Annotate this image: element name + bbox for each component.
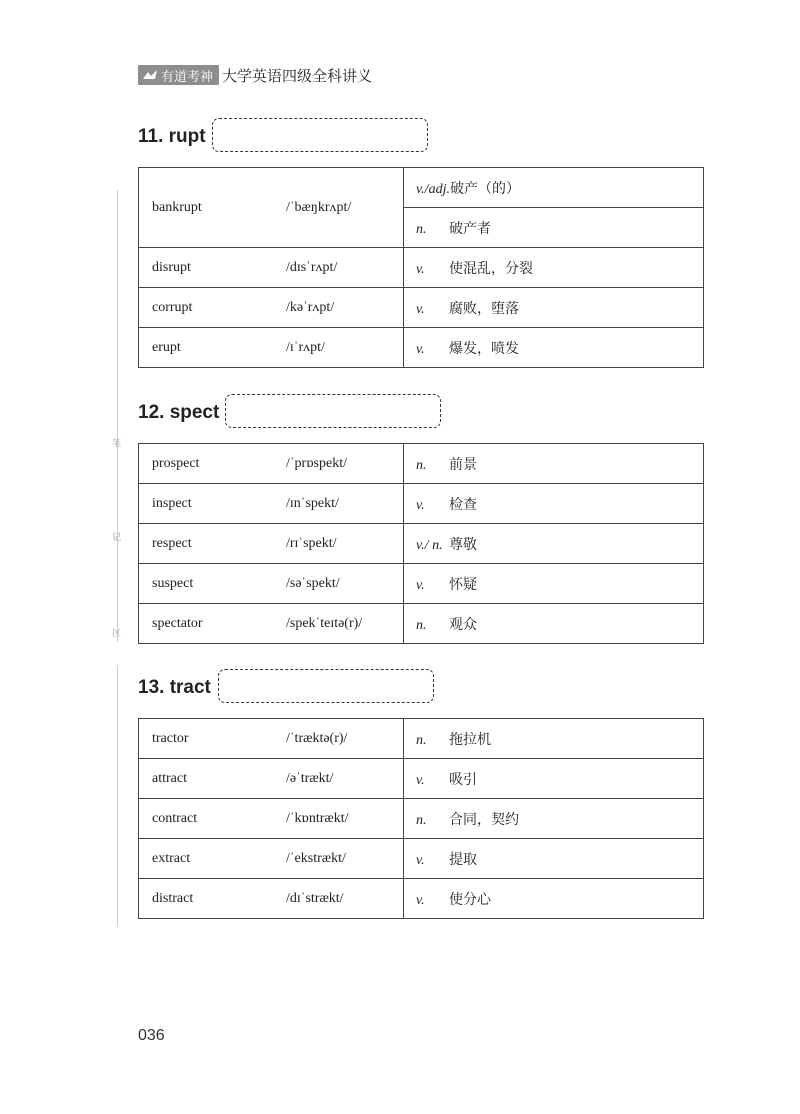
table-row	[139, 484, 704, 524]
part-of-speech: v.	[416, 301, 425, 317]
part-of-speech: v./ n.	[416, 537, 443, 553]
part-of-speech: v.	[416, 577, 425, 593]
word: disrupt	[152, 259, 191, 275]
pronunciation: /dɪˈstrækt/	[286, 890, 344, 906]
part-of-speech: n.	[416, 457, 427, 473]
definition-cell	[404, 328, 704, 368]
answer-blank-box[interactable]	[218, 669, 434, 703]
table-row	[139, 248, 704, 288]
pronunciation: /spekˈteɪtə(r)/	[286, 615, 363, 631]
definition-cell	[404, 524, 704, 564]
margin-label-note: 笔	[112, 439, 122, 449]
part-of-speech: v.	[416, 341, 425, 357]
meaning: 提取	[449, 851, 477, 868]
definition-cell	[404, 564, 704, 604]
answer-blank-box[interactable]	[225, 394, 441, 428]
page-number: 036	[138, 1027, 165, 1044]
brand-logo	[138, 65, 219, 85]
section-title-tract: 13. tract	[138, 677, 211, 698]
definition-cell	[404, 604, 704, 644]
part-of-speech: v.	[416, 852, 425, 868]
word: suspect	[152, 575, 194, 591]
word-cell	[139, 444, 404, 484]
pronunciation: /səˈspekt/	[286, 575, 340, 591]
definition-cell	[404, 839, 704, 879]
word: inspect	[152, 495, 192, 511]
pronunciation: /ˈkɒntrækt/	[286, 810, 349, 826]
word-cell	[139, 879, 404, 919]
meaning: 检查	[449, 496, 477, 513]
word: corrupt	[152, 299, 193, 315]
definition-cell	[404, 719, 704, 759]
meaning: 前景	[449, 456, 477, 473]
table-row	[139, 839, 704, 879]
table-row	[139, 328, 704, 368]
word: erupt	[152, 339, 181, 355]
meaning: 使分心	[449, 891, 491, 908]
definition-cell	[404, 248, 704, 288]
vocab-table-tract	[138, 718, 704, 919]
pronunciation: /əˈtrækt/	[286, 770, 334, 786]
table-row	[139, 604, 704, 644]
word: contract	[152, 810, 198, 826]
word-cell	[139, 328, 404, 368]
pronunciation: /ɪnˈspekt/	[286, 495, 339, 511]
margin-line-upper	[117, 190, 118, 642]
table-row	[139, 168, 704, 208]
word-cell	[139, 564, 404, 604]
definition-cell	[404, 759, 704, 799]
word: spectator	[152, 615, 203, 631]
table-row	[139, 799, 704, 839]
vocab-table-rupt	[138, 167, 704, 368]
table-row	[139, 719, 704, 759]
definition-cell	[404, 799, 704, 839]
part-of-speech: v./adj.	[416, 181, 450, 197]
word: distract	[152, 890, 194, 906]
logo-text: 有道考神	[161, 69, 214, 85]
definition-cell	[404, 879, 704, 919]
word: bankrupt	[152, 199, 202, 215]
pronunciation: /kəˈrʌpt/	[286, 299, 335, 315]
meaning: 尊敬	[449, 536, 477, 553]
answer-blank-box[interactable]	[212, 118, 428, 152]
meaning: 使混乱，分裂	[449, 260, 533, 277]
table-row	[139, 759, 704, 799]
pronunciation: /ˈtræktə(r)/	[286, 730, 348, 746]
word: tractor	[152, 730, 189, 746]
pronunciation: /ˈekstrækt/	[286, 850, 346, 866]
part-of-speech: v.	[416, 261, 425, 277]
table-row	[139, 444, 704, 484]
word: prospect	[152, 455, 200, 471]
page-header	[138, 64, 372, 86]
part-of-speech: v.	[416, 497, 425, 513]
word-cell	[139, 248, 404, 288]
table-row	[139, 564, 704, 604]
word-cell	[139, 839, 404, 879]
meaning: 破产（的）	[449, 180, 520, 197]
meaning: 破产者	[449, 220, 491, 237]
pronunciation: /ˈprɒspekt/	[286, 455, 347, 471]
definition-cell	[404, 484, 704, 524]
meaning: 腐败，堕落	[449, 300, 519, 317]
word-cell	[139, 524, 404, 564]
section-title-rupt: 11. rupt	[138, 126, 206, 147]
header-title: 大学英语四级全科讲义	[222, 66, 373, 85]
vocab-table-spect	[138, 443, 704, 644]
section-title-spect: 12. spect	[138, 402, 220, 423]
margin-line-lower	[117, 665, 118, 927]
pronunciation: /ˈbæŋkrʌpt/	[286, 199, 352, 215]
word-cell	[139, 604, 404, 644]
table-row	[139, 879, 704, 919]
definition-cell	[404, 168, 704, 208]
meaning: 拖拉机	[449, 731, 491, 748]
part-of-speech: v.	[416, 892, 425, 908]
logo-bird-icon	[142, 68, 158, 82]
table-row	[139, 524, 704, 564]
meaning: 爆发，喷发	[449, 340, 519, 357]
part-of-speech: v.	[416, 772, 425, 788]
part-of-speech: n.	[416, 812, 427, 828]
margin-label-area: 区	[112, 629, 122, 639]
margin-label-record: 记	[112, 533, 122, 543]
word-cell	[139, 759, 404, 799]
pronunciation: /ɪˈrʌpt/	[286, 339, 325, 355]
part-of-speech: n.	[416, 732, 427, 748]
table-row	[139, 288, 704, 328]
meaning: 吸引	[449, 771, 477, 788]
part-of-speech: n.	[416, 617, 427, 633]
definition-cell	[404, 288, 704, 328]
definition-cell	[404, 208, 704, 248]
word-cell	[139, 168, 404, 248]
meaning: 观众	[449, 616, 477, 633]
word: attract	[152, 770, 187, 786]
word-cell	[139, 484, 404, 524]
pronunciation: /rɪˈspekt/	[286, 535, 337, 551]
pronunciation: /dɪsˈrʌpt/	[286, 259, 338, 275]
word: respect	[152, 535, 192, 551]
meaning: 合同，契约	[449, 811, 519, 828]
definition-cell	[404, 444, 704, 484]
word: extract	[152, 850, 191, 866]
part-of-speech: n.	[416, 221, 427, 237]
word-cell	[139, 799, 404, 839]
word-cell	[139, 719, 404, 759]
word-cell	[139, 288, 404, 328]
meaning: 怀疑	[449, 576, 477, 593]
